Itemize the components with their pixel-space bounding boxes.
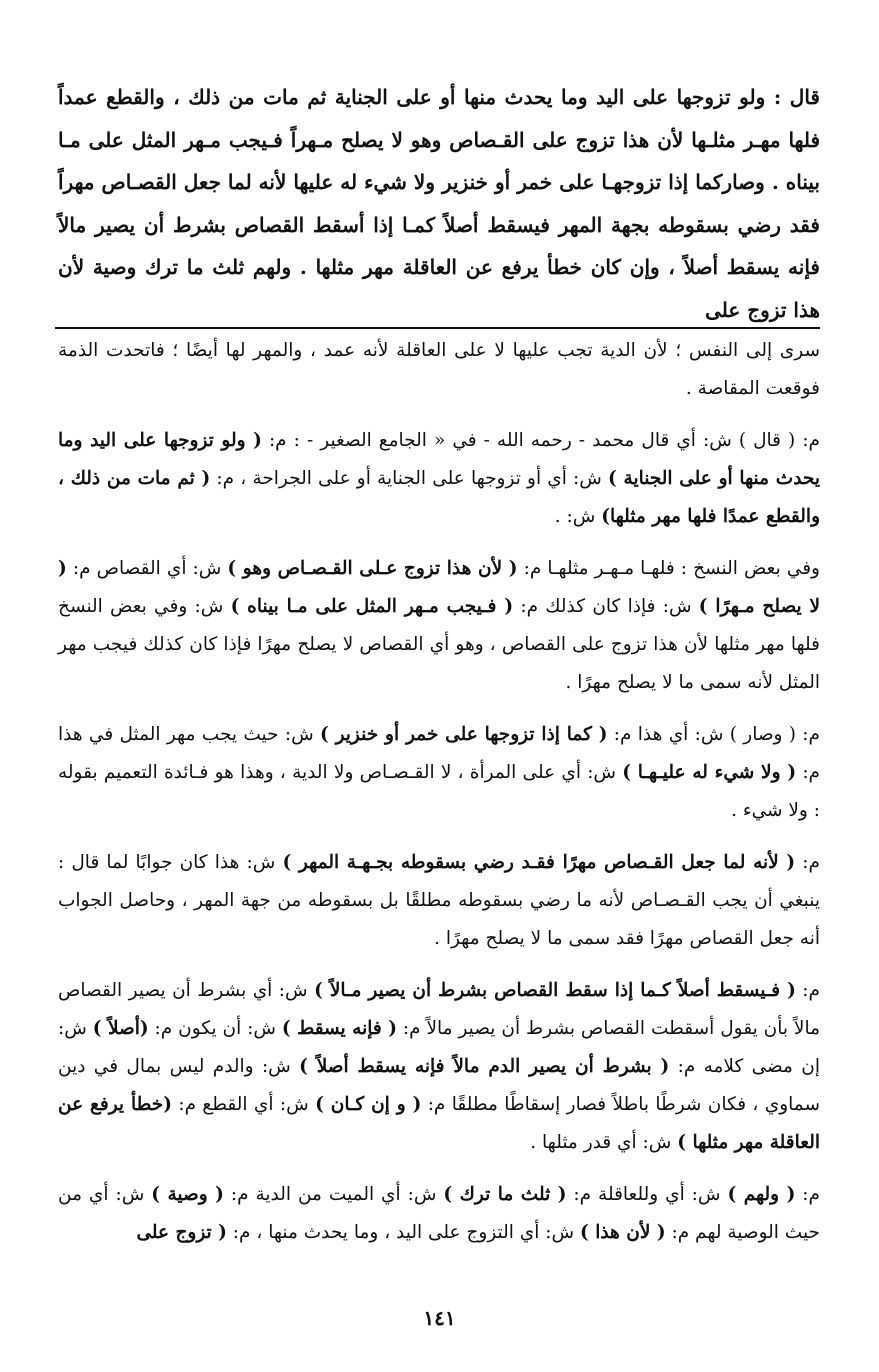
commentary-text: ش: أي القصاص م: [66, 558, 228, 579]
commentary-paragraph-2 [58, 550, 820, 702]
commentary-paragraph-6 [58, 1176, 820, 1252]
matn-quote: ( فـيجب مـهر المثل على مـا بيناه ) [230, 596, 514, 617]
matn-quote: ( وصية ) [151, 1184, 224, 1205]
commentary-text: ش: أي أو تزوجها على الجناية أو على الجراحة ، م: [210, 468, 609, 489]
commentary-text: ش: فإذا كان كذلك م: [513, 596, 699, 617]
footnote-text: سرى إلى النفس ؛ لأن الدية تجب عليها لا على العاقلة لأنه عمد ، والمهر لها أيضًا ؛ فاتحدت الذمة فوقعت المقاصة . [58, 340, 820, 399]
commentary-text: ش: والدم ليس بمال في دين سماوي ، فكان شرطًا باطلاً فصار إسقاطًا مطلقًا م: [58, 1056, 820, 1115]
commentary-text: م: [795, 1184, 820, 1205]
matn-quote: ( بشرط أن يصير الدم مالاً فإنه يسقط أصلاً ) [299, 1056, 670, 1077]
commentary-text: ش: أي بشرط أن يصير القصاص مالاً بأن يقول أسقطت القصاص بشرط أن يصير مالاً م: [58, 980, 821, 1039]
matn-quote: ( ولو تزوجها على اليد وما يحدث منها أو على الجناية ) [58, 430, 820, 489]
commentary-text: ش: وفي بعض النسخ فلها مهر مثلها لأن هذا تزوج على القصاص ، وهو أي القصاص لا يصلح مهرًا فإذا كان كذلك فيجب مهر المثل لأنه سمى ما لا يصلح مهرًا . [58, 596, 820, 693]
matn-quote: ( كما إذا تزوجها على خمر أو خنزير ) [319, 724, 608, 745]
commentary-paragraph-5 [58, 972, 820, 1162]
commentary-text: م: ( قال ) ش: أي قال محمد - رحمه الله - في « الجامع الصغير - : م: [261, 430, 821, 451]
matn-quote: ( و إن كـان ) [315, 1094, 422, 1115]
separator-line [55, 327, 820, 329]
commentary-text: ش: أي قدر مثلها . [530, 1132, 678, 1153]
matn-quote: ( ثلث ما ترك ) [443, 1184, 567, 1205]
commentary-paragraph-1 [58, 422, 820, 536]
main-text: قال : ولو تزوجها على اليد وما يحدث منها أو على الجناية ثم مات من ذلك ، والقطع عمداً فلها مهـر مثلـها لأن هذا تزوج على القـصاص وهو لا يصلح مـهراً فـيجب مـهر المثل على مـا بيناه . وصاركما إذا تزوجهـا على خمر أو خنزير ولا شيء له عليها لأنه لما جعل القصـاص مهراً فقد رضي بسقوطه بجهة المهر فيسقط أصلاً كمـا إذا أسقط القصاص بشرط أن يصير مالاً فإنه يسقط أصلاً ، وإن كان خطأ يرفع عن العاقلة مهر مثلها . ولهم ثلث ما ترك وصية لأن هذا تزوج على [58, 85, 820, 322]
matn-quote: ( ولهم ) [727, 1184, 796, 1205]
commentary-text: م: ( وصار ) ش: أي هذا م: [607, 724, 820, 745]
matn-quote: ( فـيسقط أصلاً كـما إذا سقط القصاص بشرط أن يصير مـالاً ) [314, 980, 796, 1001]
matn-quote: ( ثم مات من ذلك ، والقطع عمدًا فلها مهر مثلها) [58, 468, 820, 527]
matn-quote: ( فإنه يسقط ) [281, 1018, 397, 1039]
matn-quote: ( لأن هذا تزوج عـلى القـصـاص وهو ) [227, 558, 518, 579]
commentary-text: وفي بعض النسخ : فلهـا مـهـر مثلهـا م: [517, 558, 820, 579]
matn-quote: ( تزوج على [136, 1222, 227, 1243]
commentary-text: ش: . [554, 506, 602, 527]
page-number: ١٤١ [423, 1306, 456, 1330]
commentary-text: ش: حيث يجب مهر المثل في هذا م: [58, 724, 821, 783]
commentary-text: ش: إن مضى كلامه م: [58, 1018, 821, 1077]
matn-quote: ( لأن هذا ) [580, 1222, 666, 1243]
commentary-text: ش: أي القطع م: [172, 1094, 316, 1115]
commentary-text: م: [795, 980, 820, 1001]
footnote-paragraph [58, 332, 820, 408]
matn-quote: ( ولا شيء له عليـهـا ) [622, 762, 797, 783]
commentary-section [58, 332, 820, 1266]
matn-quote: (أصلاً ) [92, 1018, 149, 1039]
commentary-text: م: [795, 852, 820, 873]
commentary-text: ش: أي وللعاقلة م: [566, 1184, 728, 1205]
commentary-paragraph-3 [58, 716, 820, 830]
commentary-paragraph-4 [58, 844, 820, 958]
commentary-text: ش: أي على المرأة ، لا القـصـاص ولا الدية ، وهذا هو فـائدة التعميم بقوله : ولا شيء . [58, 762, 820, 821]
matn-quote: ( لا يصلح مـهرًا ) [58, 558, 821, 617]
commentary-text: ش: أي التزوج على اليد ، وما يحدث منها ، م: [226, 1222, 580, 1243]
matn-quote: ( لأنه لما جعل القـصاص مهرًا فقـد رضي بسقوطه بجـهـة المهر ) [282, 852, 796, 873]
commentary-text: ش: أي الميت من الدية م: [223, 1184, 444, 1205]
commentary-text: ش: أن يكون م: [148, 1018, 282, 1039]
commentary-text: ش: هذا كان جوابًا لما قال : ينبغي أن يجب القـصـاص لأنه ما رضي بسقوطه مطلقًا بل بسقوطه من جهة المهر ، وحاصل الجواب أنه جعل القصاص مهرًا فقد سمى ما لا يصلح مهرًا . [58, 852, 820, 949]
matn-quote: (خطأ يرفع عن العاقلة مهر مثلها ) [58, 1094, 820, 1153]
commentary-text: ش: أي من حيث الوصية لهم م: [58, 1184, 820, 1243]
